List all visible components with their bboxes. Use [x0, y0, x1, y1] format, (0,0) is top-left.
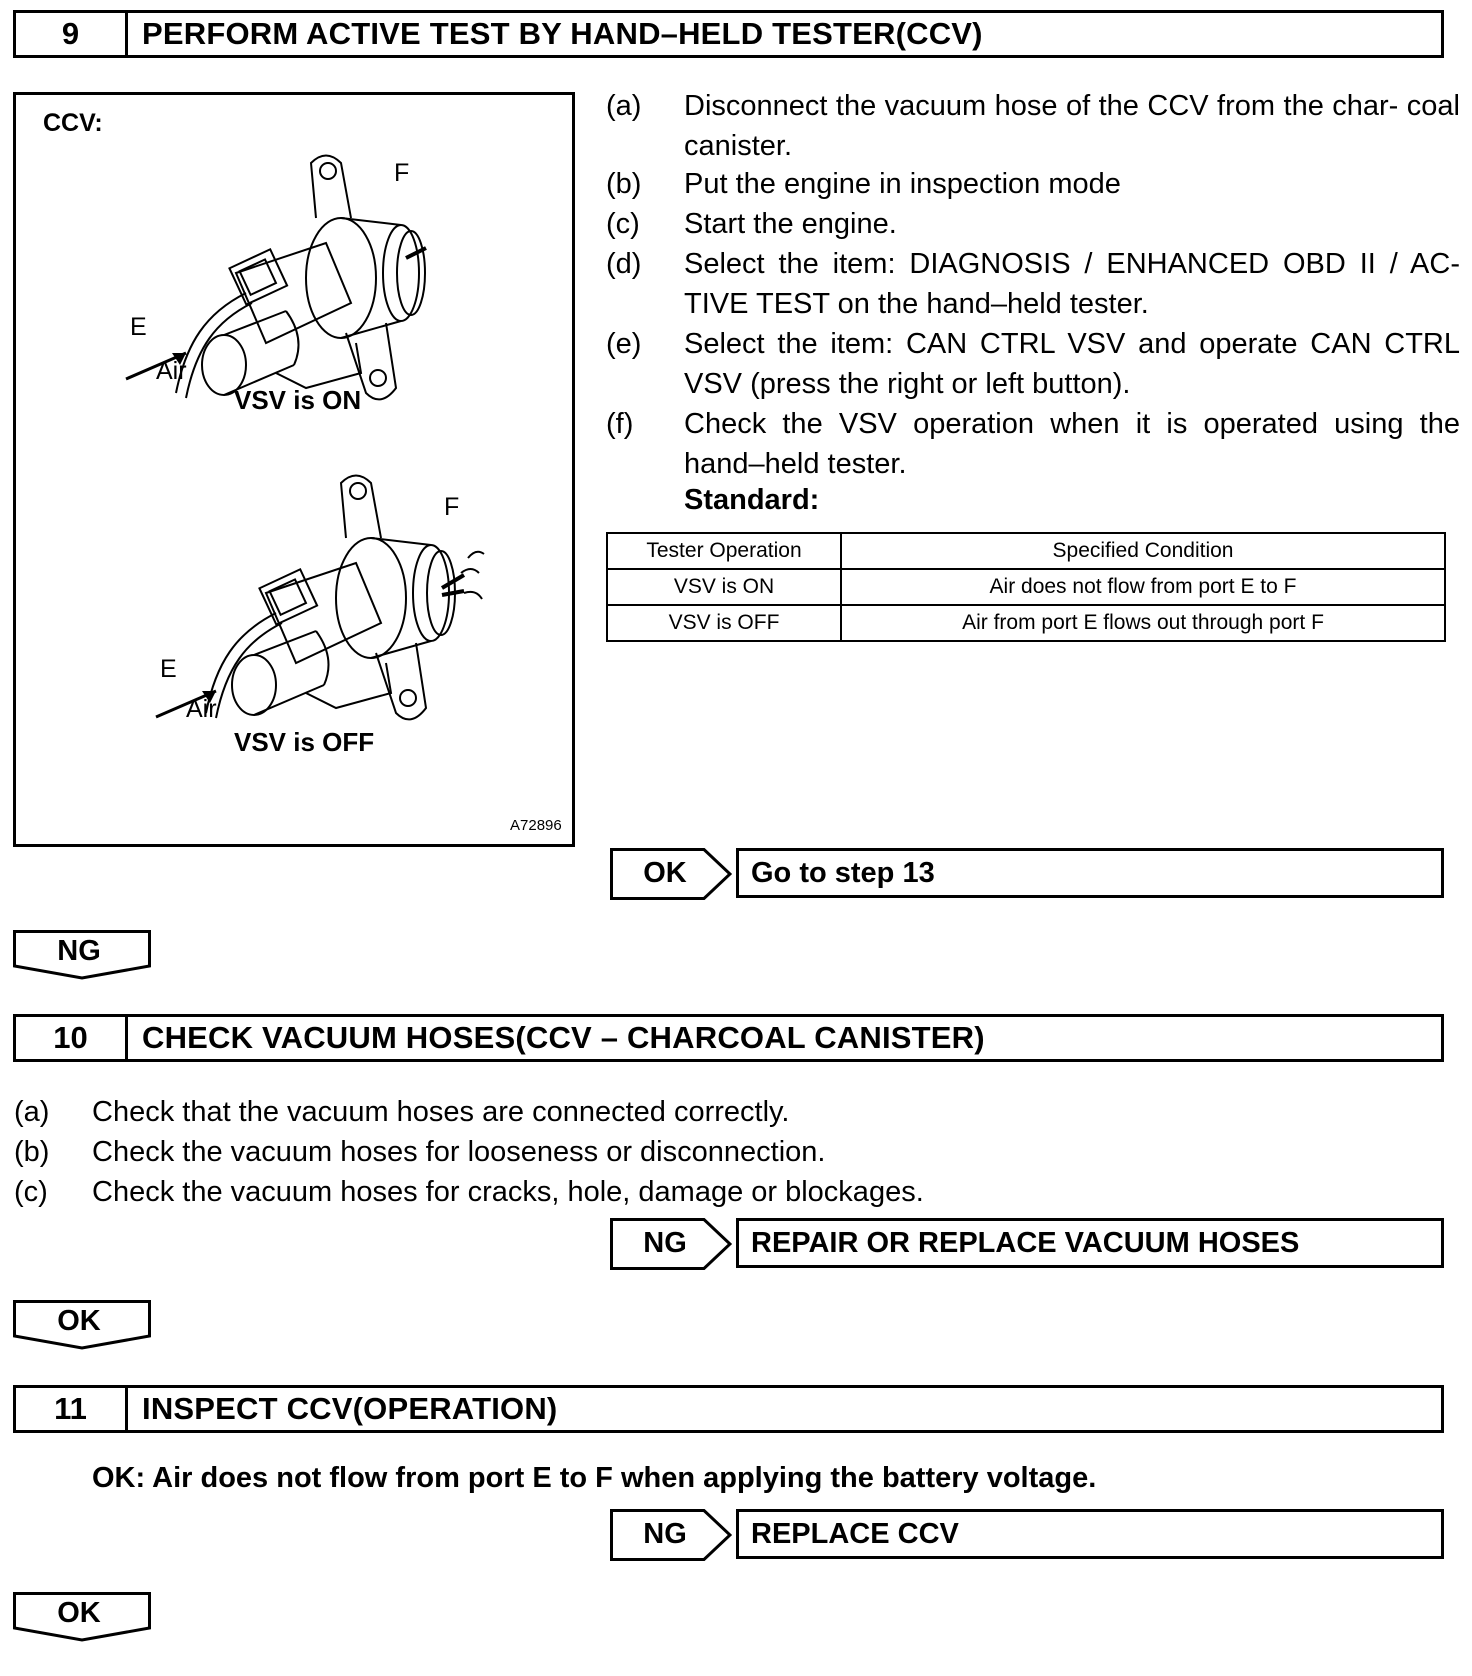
- ng-result-box: REPAIR OR REPLACE VACUUM HOSES: [736, 1218, 1444, 1268]
- table-cell: VSV is OFF: [607, 605, 841, 641]
- table-cell: Air from port E flows out through port F: [841, 605, 1445, 641]
- step-title: CHECK VACUUM HOSES(CCV – CHARCOAL CANISTER): [142, 1020, 985, 1055]
- table-header-cell: Tester Operation: [607, 533, 841, 569]
- ng-result-box: REPLACE CCV: [736, 1509, 1444, 1559]
- ng-down-tag: NG: [13, 930, 149, 980]
- figure-label: CCV:: [43, 109, 103, 137]
- step-number: 10: [16, 1017, 128, 1059]
- step-number: 11: [16, 1388, 128, 1430]
- step-title: PERFORM ACTIVE TEST BY HAND–HELD TESTER(CCV): [142, 16, 983, 51]
- table-row: [607, 605, 1445, 641]
- step-9-header: [13, 10, 1444, 58]
- step-11-header: [13, 1385, 1444, 1433]
- ng-result-tag: NG: [610, 1509, 730, 1559]
- ok-down-tag: OK: [13, 1300, 149, 1350]
- ng-result-tag: NG: [610, 1218, 730, 1268]
- step-10-header: [13, 1014, 1444, 1062]
- air-label-on: Air: [156, 357, 187, 385]
- table-row: [607, 569, 1445, 605]
- table-header-cell: Specified Condition: [841, 533, 1445, 569]
- step-title: INSPECT CCV(OPERATION): [142, 1391, 558, 1426]
- table-header-row: [607, 533, 1445, 569]
- ccv-figure: [13, 92, 575, 847]
- port-f-label-on: F: [394, 159, 410, 187]
- ok-result-tag: OK: [610, 848, 730, 898]
- standard-label: Standard:: [684, 484, 820, 516]
- port-e-label-on: E: [130, 313, 147, 341]
- port-f-label-off: F: [444, 493, 460, 521]
- step-number: 9: [16, 13, 128, 55]
- air-label-off: Air: [186, 695, 217, 723]
- ok-criterion: OK: Air does not flow from port E to F when applying the battery voltage.: [92, 1462, 1097, 1494]
- caption-vsv-off: VSV is OFF: [234, 727, 375, 757]
- standard-table: [606, 532, 1446, 642]
- port-e-label-off: E: [160, 655, 177, 683]
- caption-vsv-on: VSV is ON: [234, 385, 362, 415]
- ok-result-box: Go to step 13: [736, 848, 1444, 898]
- table-cell: VSV is ON: [607, 569, 841, 605]
- table-cell: Air does not flow from port E to F: [841, 569, 1445, 605]
- ok-down-tag: OK: [13, 1592, 149, 1642]
- figure-id: A72896: [510, 817, 562, 834]
